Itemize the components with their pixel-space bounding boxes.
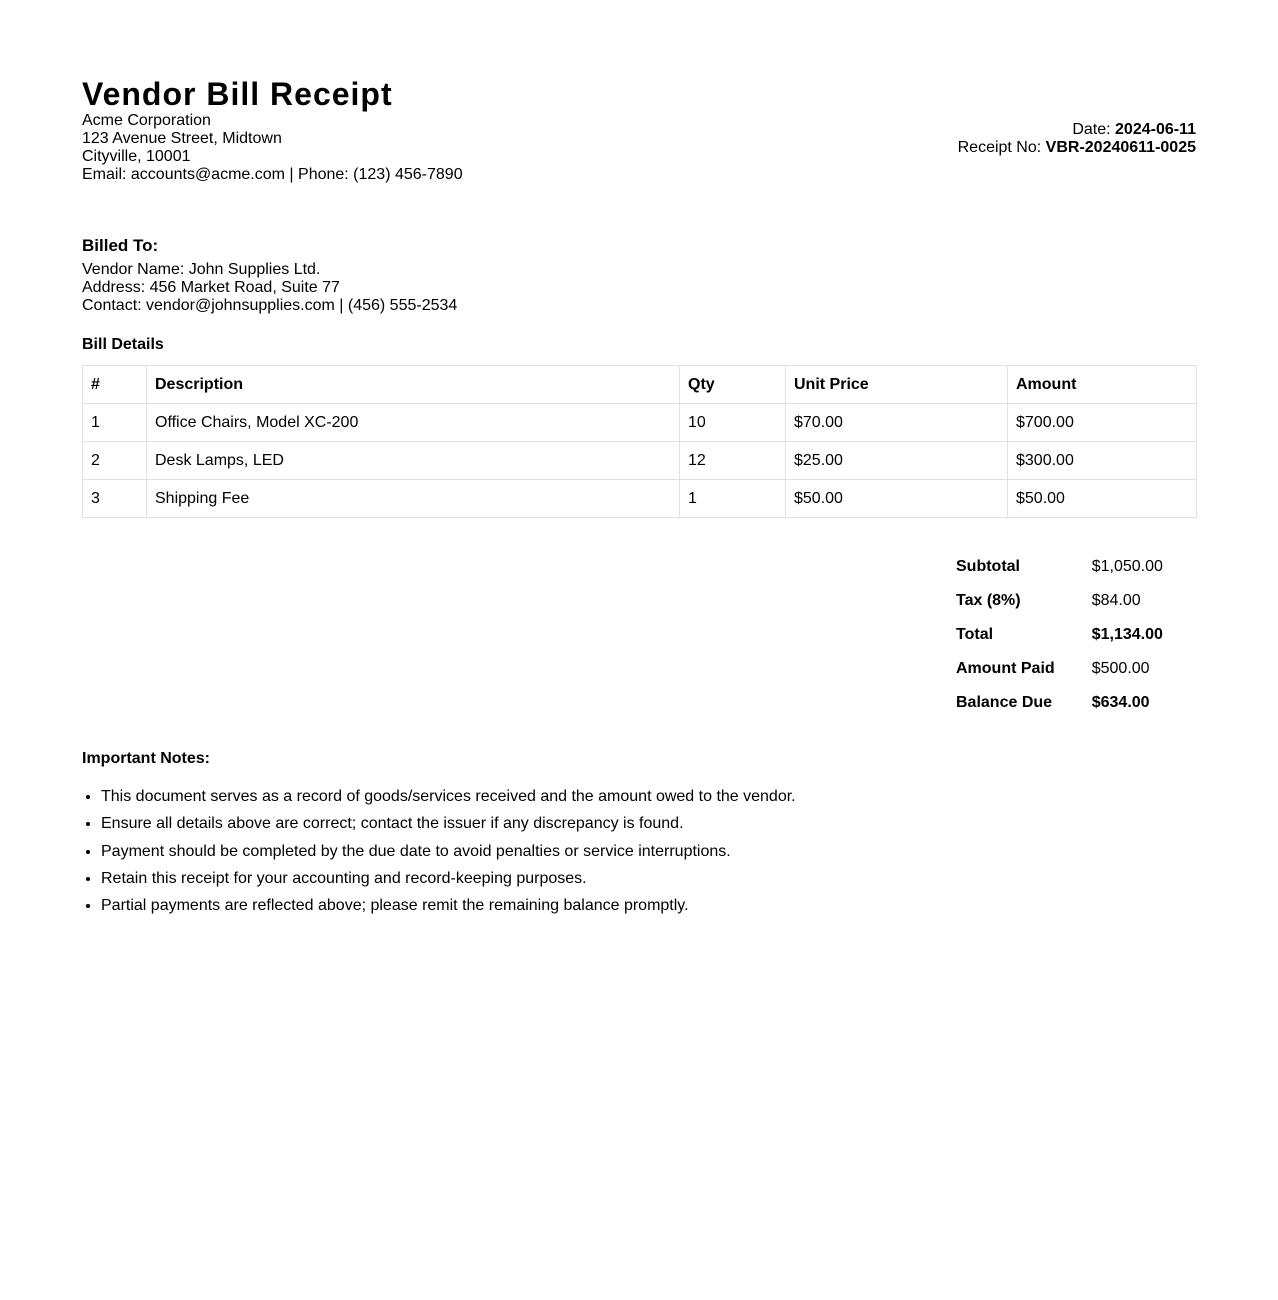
table-row <box>83 480 1197 518</box>
cell-amount: $700.00 <box>1008 404 1197 442</box>
cell-amount: $50.00 <box>1008 480 1197 518</box>
vendor-name: Vendor Name: John Supplies Ltd. <box>82 261 321 278</box>
bill-details-heading: Bill Details <box>82 336 164 353</box>
cell-description: Office Chairs, Model XC-200 <box>147 404 680 442</box>
tax-value: $84.00 <box>1091 592 1141 609</box>
totals-row-total <box>946 618 1196 652</box>
table-row <box>83 442 1197 480</box>
cell-unit-price: $70.00 <box>786 404 1008 442</box>
totals-row-tax <box>946 584 1196 618</box>
tax-label: Tax (8%) <box>956 592 1021 609</box>
cell-number: 2 <box>83 442 147 480</box>
balance-due-value: $634.00 <box>1091 694 1150 711</box>
table-header-row <box>83 366 1197 404</box>
billed-to-heading: Billed To: <box>82 236 159 255</box>
column-header-amount: Amount <box>1008 366 1197 404</box>
company-address-line1: 123 Avenue Street, Midtown <box>82 130 282 147</box>
date-value: 2024-06-11 <box>1115 121 1196 138</box>
page-title: Vendor Bill Receipt <box>82 76 393 112</box>
list-item: • Retain this receipt for your accounting and record-keeping purposes. <box>101 867 796 894</box>
total-value: $1,134.00 <box>1091 626 1163 643</box>
cell-description: Shipping Fee <box>147 480 680 518</box>
cell-qty: 12 <box>680 442 786 480</box>
total-label: Total <box>956 626 994 643</box>
receipt-meta <box>958 121 1196 157</box>
receipt-number <box>958 139 1196 157</box>
column-header-unit-price: Unit Price <box>786 366 1008 404</box>
cell-unit-price: $25.00 <box>786 442 1008 480</box>
list-item: • Payment should be completed by the due date to avoid penalties or service interruptions. <box>101 840 796 867</box>
company-contact: Email: accounts@acme.com | Phone: (123) 456-7890 <box>82 166 463 183</box>
totals-table <box>946 550 1196 720</box>
receipt-number-label: Receipt No: <box>957 139 1046 156</box>
totals-row-amount-paid <box>946 652 1196 686</box>
subtotal-label: Subtotal <box>956 558 1020 575</box>
billed-to-details <box>82 261 457 315</box>
cell-number: 3 <box>83 480 147 518</box>
amount-paid-value: $500.00 <box>1091 660 1150 677</box>
column-header-qty: Qty <box>680 366 786 404</box>
cell-description: Desk Lamps, LED <box>147 442 680 480</box>
amount-paid-label: Amount Paid <box>956 660 1055 677</box>
list-item: • This document serves as a record of goods/services received and the amount owed to the vendor. <box>101 785 796 812</box>
subtotal-value: $1,050.00 <box>1091 558 1163 575</box>
totals-row-subtotal <box>946 550 1196 584</box>
company-info <box>82 112 463 184</box>
receipt-date <box>958 121 1196 139</box>
cell-qty: 10 <box>680 404 786 442</box>
column-header-description: Description <box>147 366 680 404</box>
balance-due-label: Balance Due <box>956 694 1053 711</box>
vendor-address: Address: 456 Market Road, Suite 77 <box>82 279 340 296</box>
date-label: Date: <box>1072 121 1116 138</box>
table-row <box>83 404 1197 442</box>
column-header-number: # <box>83 366 147 404</box>
vendor-contact: Contact: vendor@johnsupplies.com | (456) 555-2534 <box>82 297 458 314</box>
company-name: Acme Corporation <box>82 112 211 129</box>
cell-number: 1 <box>83 404 147 442</box>
bill-items-table <box>82 365 1197 518</box>
notes-heading: Important Notes: <box>82 750 210 767</box>
list-item: • Partial payments are reflected above; please remit the remaining balance promptly. <box>101 894 796 921</box>
notes-list <box>82 785 796 921</box>
cell-unit-price: $50.00 <box>786 480 1008 518</box>
cell-qty: 1 <box>680 480 786 518</box>
totals-row-balance-due <box>946 686 1196 720</box>
cell-amount: $300.00 <box>1008 442 1197 480</box>
receipt-number-value: VBR-20240611-0025 <box>1045 139 1196 156</box>
company-address-line2: Cityville, 10001 <box>82 148 191 165</box>
list-item: • Ensure all details above are correct; contact the issuer if any discrepancy is found. <box>101 812 796 839</box>
